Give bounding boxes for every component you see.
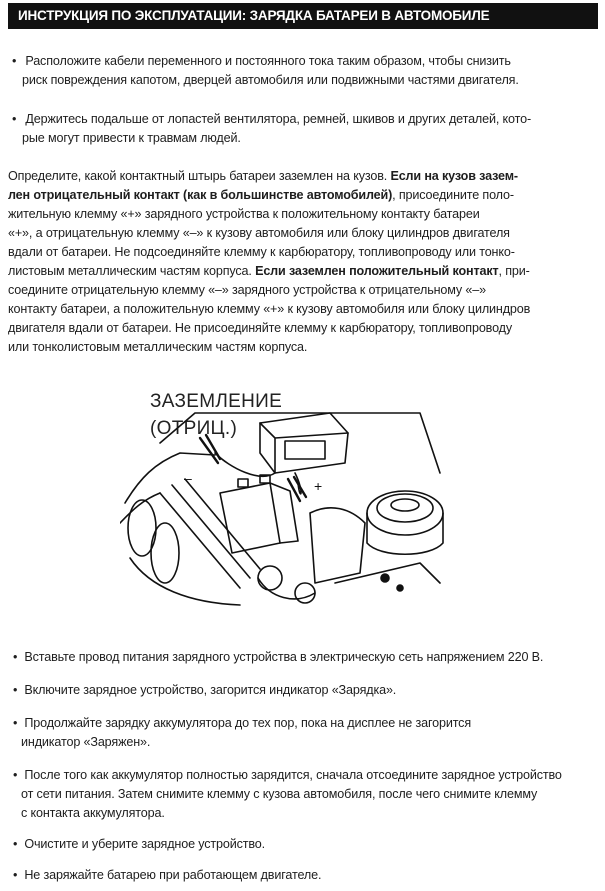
charger-edges: [260, 423, 348, 473]
bullet-text-line: Очистите и уберите зарядное устройство.: [24, 837, 265, 851]
para-text: Определите, какой контактный штырь батареи заземлен на кузов.: [8, 169, 391, 183]
engine-bay-illustration: [120, 383, 445, 608]
bullet-cable-placement: [8, 52, 605, 90]
pulley: [295, 583, 315, 603]
plus-sign: +: [314, 478, 323, 494]
para-text: двигателя вдали от батареи. Не присоединяйте клемму к карбюратору, топливопроводу: [8, 321, 513, 335]
para-text: «+», а отрицательную клемму «–» к кузову автомобиля или блоку цилиндров двигателя: [8, 226, 510, 240]
bumper: [130, 558, 240, 605]
grounding-paragraph: [8, 167, 596, 357]
bullet-text-line: индикатор «Заряжен».: [21, 735, 151, 749]
pulley: [258, 566, 282, 590]
bullet-text-line: рые могут привести к травмам людей.: [22, 131, 241, 145]
air-filter-center: [391, 499, 419, 511]
ground-label-negative: (ОТРИЦ.): [150, 418, 238, 439]
bolt: [397, 585, 403, 591]
hood-outline: [160, 413, 440, 473]
bullet-text-line: Держитесь подальше от лопастей вентилятора, ремней, шкивов и других деталей, кото-: [25, 112, 532, 126]
bullet-text-line: с контакта аккумулятора.: [21, 806, 165, 820]
bullet-text-line: Расположите кабели переменного и постоянного тока таким образом, чтобы снизить: [25, 54, 511, 68]
para-bold-positive: Если заземлен положительный контакт: [255, 264, 499, 278]
para-text: соедините отрицательную клемму «–» зарядного устройства к отрицательному «–»: [8, 283, 486, 297]
engine-block: [310, 508, 365, 583]
bullet-clean-up: [8, 835, 605, 854]
ground-label: ЗАЗЕМЛЕНИЕ: [150, 391, 283, 412]
para-text: листовым металлическим частям корпуса.: [8, 264, 256, 278]
bullet-engine-off: [8, 866, 605, 885]
bullet-text-line: Включите зарядное устройство, загорится индикатор «Зарядка».: [24, 683, 397, 697]
charger-display: [285, 441, 325, 459]
headlight: [151, 523, 179, 583]
bullet-text-line: Не заряжайте батарею при работающем двигателе.: [24, 868, 322, 882]
charger-box: [260, 413, 348, 473]
para-text: контакту батареи, а положительную клемму «+» к кузову автомобиля или блоку цилиндров: [8, 302, 531, 316]
minus-sign: –: [184, 470, 192, 486]
section-header: ИНСТРУКЦИЯ ПО ЭКСПЛУАТАЦИИ: ЗАРЯДКА БАТАРЕИ В АВТОМОБИЛЕ: [8, 3, 598, 29]
bullet-disconnect: [8, 766, 605, 823]
para-bold-negative: Если на кузов зазем-: [390, 169, 518, 183]
para-text: вдали от батареи. Не подсоединяйте клемму к карбюратору, топливопроводу или тонко-: [8, 245, 515, 259]
cable-negative: [215, 453, 275, 476]
bullet-continue-charging: [8, 714, 605, 752]
clamp-negative: [200, 435, 220, 463]
bullet-moving-parts: [8, 110, 605, 148]
air-filter-body: [367, 513, 443, 554]
bullet-text-line: Продолжайте зарядку аккумулятора до тех пор, пока на дисплее не загорится: [24, 716, 472, 730]
battery: [220, 483, 280, 553]
bullet-text-line: от сети питания. Затем снимите клемму с кузова автомобиля, после чего снимите клемму: [21, 787, 538, 801]
bullet-text-line: Вставьте провод питания зарядного устройства в электрическую сеть напряжением 220 В.: [24, 650, 544, 664]
body-line: [120, 493, 160, 523]
para-text: или тонколистовым металлическим частям корпуса.: [8, 340, 308, 354]
para-bold-negative-cont: лен отрицательный контакт (как в большинстве автомобилей): [8, 188, 393, 202]
bullet-plug-in: [8, 648, 605, 667]
para-text: , присоедините поло-: [392, 188, 514, 202]
bolt: [381, 574, 389, 582]
bullet-text-line: После того как аккумулятор полностью зарядится, сначала отсоедините зарядное устройство: [24, 768, 562, 782]
para-text: жительную клемму «+» зарядного устройства к положительному контакту батареи: [8, 207, 480, 221]
battery-terminal: [238, 479, 248, 487]
belt: [258, 578, 315, 599]
fender-left: [125, 453, 215, 503]
bullet-text-line: риск повреждения капотом, дверцей автомобиля или подвижными частями двигателя.: [22, 73, 519, 87]
bullet-turn-on: [8, 681, 605, 700]
para-text: , при-: [498, 264, 530, 278]
